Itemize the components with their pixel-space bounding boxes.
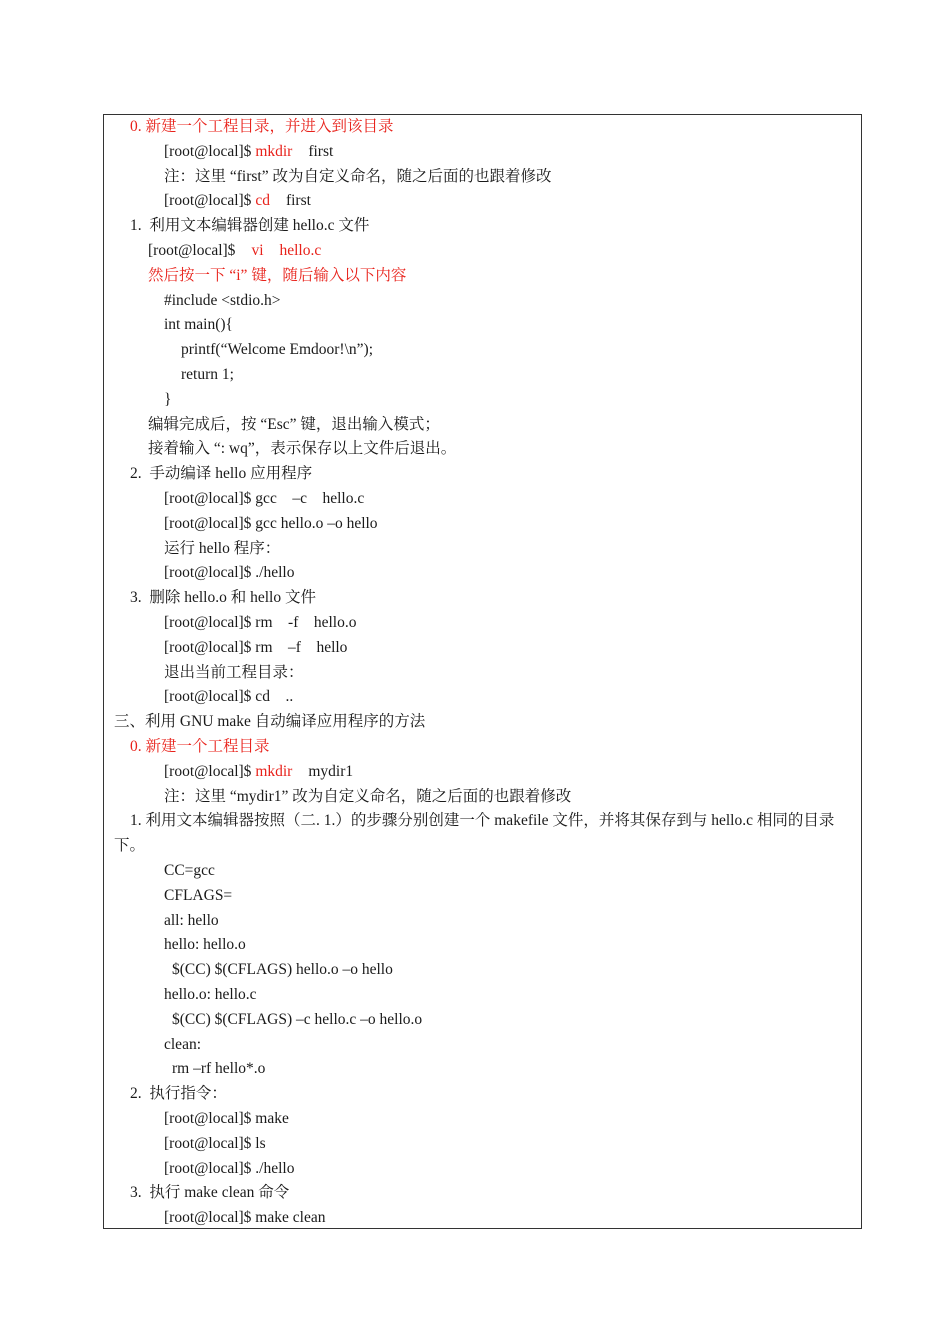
make-step-0-heading: 0. 新建一个工程目录 bbox=[130, 738, 270, 755]
code-line: int main(){ bbox=[164, 316, 233, 334]
command-rm-hello: [root@local]$ rm –f hello bbox=[164, 638, 348, 656]
make-step-3-heading: 3. 执行 make clean 命令 bbox=[130, 1184, 290, 1202]
section-3-heading: 三、利用 GNU make 自动编译应用程序的方法 bbox=[114, 713, 426, 731]
makefile-line: CFLAGS= bbox=[164, 886, 233, 904]
command-run-hello: [root@local]$ ./hello bbox=[164, 1159, 295, 1177]
note-rename-mydir1: 注：这里 “mydir1” 改为自定义命名，随之后面的也跟着修改 bbox=[164, 787, 572, 805]
makefile-line: $(CC) $(CFLAGS) hello.o –o hello bbox=[172, 961, 393, 979]
command-gcc-link: [root@local]$ gcc hello.o –o hello bbox=[164, 514, 378, 532]
code-line: #include <stdio.h> bbox=[164, 291, 281, 309]
instruction-box bbox=[103, 114, 862, 1229]
command-cd-first: [root@local]$ cd first bbox=[164, 192, 311, 210]
step-3-heading: 3. 删除 hello.o 和 hello 文件 bbox=[130, 589, 316, 607]
command-mkdir-first: [root@local]$ mkdir first bbox=[164, 142, 334, 160]
code-line: return 1; bbox=[181, 366, 234, 383]
code-line: printf(“Welcome Emdoor!\n”); bbox=[181, 341, 373, 359]
instruction-esc: 编辑完成后，按 “Esc” 键，退出输入模式； bbox=[148, 415, 440, 433]
makefile-line: $(CC) $(CFLAGS) –c hello.c –o hello.o bbox=[172, 1010, 423, 1028]
makefile-line: clean: bbox=[164, 1035, 202, 1053]
code-line: } bbox=[164, 390, 172, 408]
make-step-2-heading: 2. 执行指令： bbox=[130, 1085, 227, 1103]
makefile-line: hello.o: hello.c bbox=[164, 986, 257, 1003]
makefile-line: all: hello bbox=[164, 911, 219, 929]
command-vi-hello: [root@local]$ vi hello.c bbox=[148, 242, 322, 259]
instruction-run: 运行 hello 程序： bbox=[164, 539, 281, 557]
command-make-clean: [root@local]$ make clean bbox=[164, 1209, 326, 1227]
command-make: [root@local]$ make bbox=[164, 1110, 289, 1127]
note-rename: 注：这里 “first” 改为自定义命名，随之后面的也跟着修改 bbox=[164, 167, 552, 185]
makefile-line: rm –rf hello*.o bbox=[172, 1060, 266, 1078]
command-run-hello: [root@local]$ ./hello bbox=[164, 564, 295, 582]
instruction-exit-dir: 退出当前工程目录： bbox=[164, 663, 304, 681]
command-ls: [root@local]$ ls bbox=[164, 1134, 266, 1152]
command-gcc-compile: [root@local]$ gcc –c hello.c bbox=[164, 490, 365, 507]
make-step-1-paragraph: 1. 利用文本编辑器按照（二. 1.）的步骤分别创建一个 makefile 文件，并将其保存到与 hello.c 相同的目录下。 bbox=[114, 812, 835, 855]
instruction-insert-mode: 然后按一下 “i” 键，随后输入以下内容 bbox=[148, 266, 407, 284]
command-mkdir-mydir1: [root@local]$ mkdir mydir1 bbox=[164, 762, 354, 780]
step-1-heading: 1. 利用文本编辑器创建 hello.c 文件 bbox=[130, 217, 370, 235]
step-2-heading: 2. 手动编译 hello 应用程序 bbox=[130, 465, 313, 483]
command-cd-up: [root@local]$ cd .. bbox=[164, 688, 294, 706]
instruction-save-quit: 接着输入 “: wq”，表示保存以上文件后退出。 bbox=[148, 440, 457, 458]
makefile-line: hello: hello.o bbox=[164, 936, 246, 954]
step-0-heading: 0. 新建一个工程目录，并进入到该目录 bbox=[130, 118, 394, 135]
makefile-line: CC=gcc bbox=[164, 862, 215, 879]
command-rm-hello-o: [root@local]$ rm -f hello.o bbox=[164, 614, 357, 631]
